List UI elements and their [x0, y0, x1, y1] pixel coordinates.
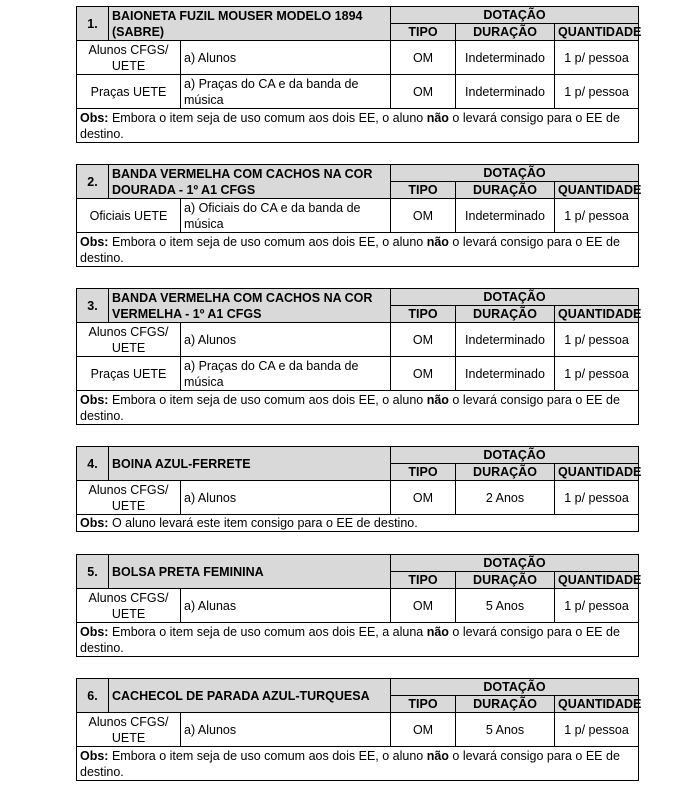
duracao-cell: Indeterminado — [456, 199, 555, 233]
tipo-cell: OM — [391, 323, 456, 357]
obs-text-pre: Embora o item seja de uso comum aos dois EE, o aluno — [108, 234, 427, 249]
quantidade-cell: 1 p/ pessoa — [555, 75, 639, 109]
group-cell: Alunos CFGS/ UETE — [77, 481, 181, 515]
dotacao-header: DOTAÇÃO — [391, 555, 639, 572]
table-row — [77, 75, 639, 109]
obs-text-pre: Embora o item seja de uso comum aos dois EE, o aluno — [108, 110, 427, 125]
tipo-header: TIPO — [391, 306, 456, 323]
quantidade-cell: 1 p/ pessoa — [555, 357, 639, 391]
table-row — [77, 199, 639, 233]
description-cell: a) Oficiais do CA e da banda de música — [181, 199, 391, 233]
obs-text-bold: não — [426, 748, 449, 763]
item-table — [76, 288, 642, 425]
quantidade-header: QUANTIDADE — [555, 696, 639, 713]
obs-text-post: o levará consigo para o EE de destino. — [80, 748, 620, 779]
obs-text-pre: Embora o item seja de uso comum aos dois EE, a aluna — [108, 624, 427, 639]
quantidade-cell: 1 p/ pessoa — [555, 323, 639, 357]
quantidade-cell: 1 p/ pessoa — [555, 713, 639, 747]
description-cell: a) Alunos — [181, 41, 391, 75]
obs-text-post: o levará consigo para o EE de destino. — [80, 110, 620, 141]
item-number: 5. — [77, 555, 109, 589]
obs-label: Obs: — [80, 748, 109, 763]
duracao-cell: Indeterminado — [456, 41, 555, 75]
dotacao-header: DOTAÇÃO — [391, 679, 639, 696]
duracao-header: DURAÇÃO — [456, 696, 555, 713]
table-row — [77, 357, 639, 391]
group-cell: Oficiais UETE — [77, 199, 181, 233]
obs-note — [77, 747, 639, 781]
item-table — [76, 554, 642, 657]
obs-text-pre: O aluno levará este item consigo para o EE de destino. — [108, 516, 418, 530]
tipo-cell: OM — [391, 713, 456, 747]
obs-text-post: o levará consigo para o EE de destino. — [80, 392, 620, 423]
dotacao-header: DOTAÇÃO — [391, 447, 639, 464]
item-title: BOLSA PRETA FEMININA — [109, 555, 391, 589]
item-table — [76, 6, 642, 143]
quantidade-header: QUANTIDADE — [555, 572, 639, 589]
item-table — [76, 446, 642, 532]
item-title: CACHECOL DE PARADA AZUL-TURQUESA — [109, 679, 391, 713]
item-title: BANDA VERMELHA COM CACHOS NA COR VERMELHA - 1º A1 CFGS — [109, 289, 391, 323]
duracao-header: DURAÇÃO — [456, 24, 555, 41]
duracao-header: DURAÇÃO — [456, 572, 555, 589]
item-table — [76, 164, 642, 267]
description-cell: a) Alunos — [181, 323, 391, 357]
description-cell: a) Praças do CA e da banda de música — [181, 357, 391, 391]
tipo-cell: OM — [391, 75, 456, 109]
duracao-header: DURAÇÃO — [456, 182, 555, 199]
tipo-header: TIPO — [391, 24, 456, 41]
tipo-cell: OM — [391, 357, 456, 391]
tipo-cell: OM — [391, 481, 456, 515]
duracao-cell: 5 Anos — [456, 713, 555, 747]
quantidade-header: QUANTIDADE — [555, 306, 639, 323]
duracao-cell: Indeterminado — [456, 357, 555, 391]
table-row — [77, 481, 639, 515]
obs-label: Obs: — [80, 624, 109, 639]
group-cell: Alunos CFGS/ UETE — [77, 323, 181, 357]
table-row — [77, 713, 639, 747]
description-cell: a) Alunos — [181, 713, 391, 747]
item-title: BAIONETA FUZIL MOUSER MODELO 1894 (SABRE) — [109, 7, 391, 41]
description-cell: a) Praças do CA e da banda de música — [181, 75, 391, 109]
item-number: 3. — [77, 289, 109, 323]
obs-label: Obs: — [80, 392, 109, 407]
obs-text-pre: Embora o item seja de uso comum aos dois EE, o aluno — [108, 392, 427, 407]
tipo-header: TIPO — [391, 572, 456, 589]
obs-label: Obs: — [80, 110, 109, 125]
obs-text-pre: Embora o item seja de uso comum aos dois EE, o aluno — [108, 748, 427, 763]
obs-text-bold: não — [426, 392, 449, 407]
item-title: BANDA VERMELHA COM CACHOS NA COR DOURADA - 1º A1 CFGS — [109, 165, 391, 199]
quantidade-header: QUANTIDADE — [555, 24, 639, 41]
tipo-cell: OM — [391, 589, 456, 623]
obs-note — [77, 233, 639, 267]
duracao-header: DURAÇÃO — [456, 464, 555, 481]
tipo-header: TIPO — [391, 464, 456, 481]
tipo-header: TIPO — [391, 182, 456, 199]
obs-label: Obs: — [80, 234, 109, 249]
item-number: 2. — [77, 165, 109, 199]
quantidade-cell: 1 p/ pessoa — [555, 589, 639, 623]
obs-text-bold: não — [426, 624, 449, 639]
description-cell: a) Alunos — [181, 481, 391, 515]
duracao-cell: 2 Anos — [456, 481, 555, 515]
obs-text-post: o levará consigo para o EE de destino. — [80, 624, 620, 655]
item-title: BOINA AZUL-FERRETE — [109, 447, 391, 481]
obs-note — [77, 391, 639, 425]
obs-note — [77, 515, 639, 532]
tipo-header: TIPO — [391, 696, 456, 713]
obs-note — [77, 623, 639, 657]
duracao-cell: Indeterminado — [456, 75, 555, 109]
duracao-cell: Indeterminado — [456, 323, 555, 357]
quantidade-cell: 1 p/ pessoa — [555, 199, 639, 233]
tipo-cell: OM — [391, 199, 456, 233]
obs-text-post: o levará consigo para o EE de destino. — [80, 234, 620, 265]
group-cell: Alunos CFGS/ UETE — [77, 589, 181, 623]
dotacao-header: DOTAÇÃO — [391, 289, 639, 306]
group-cell: Alunos CFGS/ UETE — [77, 713, 181, 747]
dotacao-header: DOTAÇÃO — [391, 7, 639, 24]
obs-text-bold: não — [426, 234, 449, 249]
table-row — [77, 589, 639, 623]
group-cell: Praças UETE — [77, 75, 181, 109]
quantidade-cell: 1 p/ pessoa — [555, 481, 639, 515]
table-row — [77, 323, 639, 357]
dotacao-header: DOTAÇÃO — [391, 165, 639, 182]
quantidade-header: QUANTIDADE — [555, 464, 639, 481]
item-number: 1. — [77, 7, 109, 41]
quantidade-cell: 1 p/ pessoa — [555, 41, 639, 75]
obs-label: Obs: — [80, 516, 109, 530]
item-number: 4. — [77, 447, 109, 481]
quantidade-header: QUANTIDADE — [555, 182, 639, 199]
obs-note — [77, 109, 639, 143]
description-cell: a) Alunas — [181, 589, 391, 623]
duracao-header: DURAÇÃO — [456, 306, 555, 323]
duracao-cell: 5 Anos — [456, 589, 555, 623]
tipo-cell: OM — [391, 41, 456, 75]
table-row — [77, 41, 639, 75]
group-cell: Alunos CFGS/ UETE — [77, 41, 181, 75]
item-table — [76, 678, 642, 781]
group-cell: Praças UETE — [77, 357, 181, 391]
item-number: 6. — [77, 679, 109, 713]
obs-text-bold: não — [426, 110, 449, 125]
